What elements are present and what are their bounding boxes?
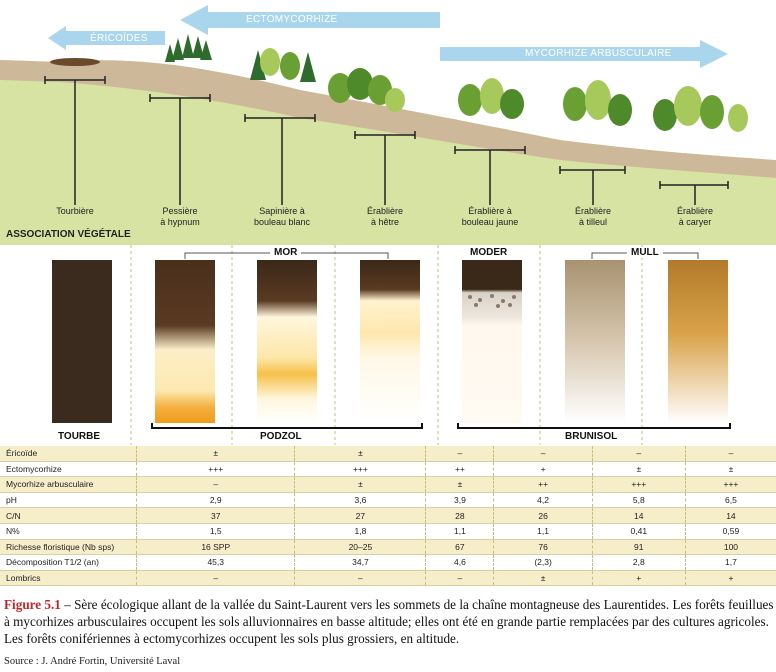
- table-cell: 0,59: [685, 523, 776, 539]
- table-cell: 4,6: [426, 555, 494, 571]
- table-row: [0, 492, 776, 508]
- row-label: Éricoïde: [0, 446, 137, 461]
- stand-label-3: Érablière à hêtre: [366, 206, 404, 227]
- row-label: Décomposition T1/2 (an): [0, 555, 137, 571]
- table-cell: 4,2: [494, 492, 592, 508]
- table-cell: ++: [426, 461, 494, 477]
- row-label: pH: [0, 492, 137, 508]
- profile-erabliere-hetre: [360, 260, 420, 423]
- table-cell: –: [426, 570, 494, 586]
- table-cell: –: [592, 446, 685, 461]
- table-cell: 67: [426, 539, 494, 555]
- table-cell: 1,7: [685, 555, 776, 571]
- table-cell: +++: [137, 461, 295, 477]
- table-cell: ++: [494, 477, 592, 493]
- table-cell: ±: [426, 477, 494, 493]
- table-cell: +++: [685, 477, 776, 493]
- table-cell: 1,5: [137, 523, 295, 539]
- table-cell: –: [137, 477, 295, 493]
- table-cell: 26: [494, 508, 592, 524]
- humus-mull-label: MULL: [627, 247, 663, 258]
- table-cell: ±: [295, 477, 426, 493]
- row-label: Ectomycorhize: [0, 461, 137, 477]
- table-cell: 1,1: [426, 523, 494, 539]
- table-cell: 1,1: [494, 523, 592, 539]
- table-row: [0, 539, 776, 555]
- arrow-label-ectomycorhize: ECTOMYCORHIZE: [246, 14, 338, 25]
- profile-tourbe: [52, 260, 112, 423]
- profile-erabliere-caryer: [668, 260, 728, 423]
- row-label: Lombrics: [0, 570, 137, 586]
- row-label: C/N: [0, 508, 137, 524]
- table-cell: 14: [685, 508, 776, 524]
- stand-label-0: Tourbière: [56, 206, 94, 216]
- table-cell: 0,41: [592, 523, 685, 539]
- table-cell: –: [426, 446, 494, 461]
- table-cell: 5,8: [592, 492, 685, 508]
- table-cell: ±: [137, 446, 295, 461]
- profile-sapiniere: [257, 260, 317, 423]
- table-cell: +++: [295, 461, 426, 477]
- table-cell: ±: [685, 461, 776, 477]
- table-cell: –: [494, 446, 592, 461]
- table-row: [0, 555, 776, 571]
- table-cell: –: [685, 446, 776, 461]
- stand-label-4: Érablière à bouleau jaune: [461, 206, 519, 227]
- table-cell: 37: [137, 508, 295, 524]
- table-cell: 16 SPP: [137, 539, 295, 555]
- soil-profiles: [0, 245, 776, 445]
- row-label: N%: [0, 523, 137, 539]
- profile-erabliere-tilleul: [565, 260, 625, 423]
- table-cell: +++: [592, 477, 685, 493]
- stand-label-5: Érablière à tilleul: [574, 206, 612, 227]
- table-cell: 100: [685, 539, 776, 555]
- table-cell: 1,8: [295, 523, 426, 539]
- stand-label-6: Érablière à caryer: [676, 206, 714, 227]
- table-cell: 14: [592, 508, 685, 524]
- table-row: [0, 446, 776, 461]
- properties-table: [0, 446, 776, 586]
- table-cell: 34,7: [295, 555, 426, 571]
- stand-label-2: Sapinière à bouleau blanc: [253, 206, 311, 227]
- soil-brunisol-label: BRUNISOL: [565, 431, 618, 442]
- table-cell: 20–25: [295, 539, 426, 555]
- table-cell: 76: [494, 539, 592, 555]
- table-cell: 6,5: [685, 492, 776, 508]
- soil-tourbe-label: TOURBE: [58, 431, 101, 442]
- table-cell: +: [592, 570, 685, 586]
- table-cell: (2,3): [494, 555, 592, 571]
- figure-number: Figure 5.1: [4, 597, 61, 612]
- table-cell: 91: [592, 539, 685, 555]
- table-cell: +: [494, 461, 592, 477]
- profile-erabliere-bouleau: [462, 260, 522, 423]
- row-label: Mycorhize arbusculaire: [0, 477, 137, 493]
- table-cell: ±: [494, 570, 592, 586]
- humus-mor-label: MOR: [270, 247, 301, 258]
- stand-label-1: Pessière à hypnum: [160, 206, 200, 227]
- table-row: [0, 570, 776, 586]
- arrow-label-ericoide: ÉRICOÏDES: [90, 33, 148, 44]
- table-row: [0, 508, 776, 524]
- humus-moder-label: MODER: [470, 247, 508, 258]
- table-cell: 2,9: [137, 492, 295, 508]
- table-cell: –: [295, 570, 426, 586]
- table-cell: ±: [592, 461, 685, 477]
- association-vegetale-label: ASSOCIATION VÉGÉTALE: [6, 229, 131, 240]
- table-cell: +: [685, 570, 776, 586]
- table-row: [0, 461, 776, 477]
- row-label: Richesse floristique (Nb sps): [0, 539, 137, 555]
- table-row: [0, 523, 776, 539]
- soil-podzol-label: PODZOL: [260, 431, 302, 442]
- profile-pessiere: [155, 260, 215, 423]
- table-cell: 28: [426, 508, 494, 524]
- caption-text: – Sère écologique allant de la vallée du Saint-Laurent vers les sommets de la chaîne montagneuse des Laurentides. Les forêts feuillues à mycorhizes arbusculaires occupent les sols alluvionnaires en basse altitude; elles ont été en grande partie remplacées par des cultures agricoles. Les forêts conifériennes à ectomycorhizes occupent les sols plus grossiers, en altitude.: [4, 597, 774, 646]
- table-row: [0, 477, 776, 493]
- table-cell: 2,8: [592, 555, 685, 571]
- arrow-label-mycorhize-arbusculaire: MYCORHIZE ARBUSCULAIRE: [525, 48, 672, 59]
- table-cell: –: [137, 570, 295, 586]
- figure-source: Source : J. André Fortin, Université Laval: [4, 656, 181, 667]
- table-cell: 3,6: [295, 492, 426, 508]
- figure-caption: [4, 596, 774, 647]
- table-cell: 27: [295, 508, 426, 524]
- table-cell: 45,3: [137, 555, 295, 571]
- table-cell: ±: [295, 446, 426, 461]
- table-cell: 3,9: [426, 492, 494, 508]
